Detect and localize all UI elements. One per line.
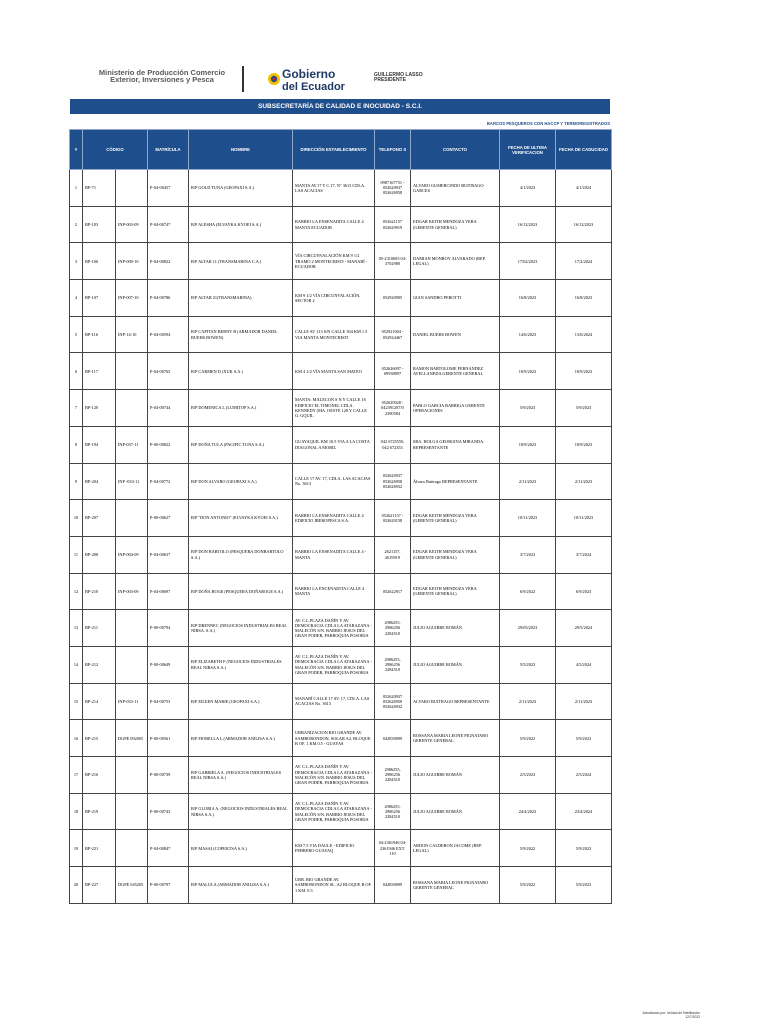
- cell-code: BP-194: [83, 426, 116, 463]
- cell-tel: 052621157 - 052629158: [375, 500, 411, 537]
- table-subtitle: BARCOS PESQUEROS CON HACCP Y TERMOREGISTRADOS: [486, 121, 610, 126]
- cell-addr: AV. C.L.PLAZA DAÑÍN Y AV. DEMOCRACIA CDLA LA ATARAZANA - MALECÓN S/N. BARRIO JESUS DEL GRAN PODER, PARROQUIA POSORJA: [293, 757, 375, 794]
- cell-code2: DGPE 092005: [116, 720, 148, 757]
- cell-code: BP-207: [83, 500, 116, 537]
- cell-mat: P-00-00794: [148, 610, 189, 647]
- cell-last: 4/1/2023: [500, 170, 556, 207]
- cell-name: B/P ALESHA (ELVAYKA KYOEI S.A.): [189, 206, 293, 243]
- cell-code2: INP-037-11: [116, 426, 148, 463]
- cell-mat: P-00-00561: [148, 720, 189, 757]
- cell-name: B/P DOMENICA L (LUMITOP S.A.): [189, 390, 293, 427]
- cell-last: 10/11/2023: [500, 500, 556, 537]
- cell-num: 18: [70, 793, 83, 830]
- cell-tel: 052621157 052629919: [375, 206, 411, 243]
- column-header: NOMBRE: [189, 130, 293, 170]
- column-header: FECHA DE ULTIMA VERIFICACION: [500, 130, 556, 170]
- cell-exp: 5/9/2023: [556, 390, 612, 427]
- cell-code2: INP -033-11: [116, 463, 148, 500]
- cell-mat: P-04-00457: [148, 170, 189, 207]
- cell-tel: 052620937 052626958 052626932: [375, 683, 411, 720]
- cell-code2: [116, 793, 148, 830]
- cell-exp: 13/6/2024: [556, 316, 612, 353]
- cell-name: B/P MASAI (COPEKTSA S.A.): [189, 830, 293, 867]
- cell-contact: JULIO AGUIRRE ROMÁN: [411, 793, 500, 830]
- cell-tel: 042 6725550, 042 672353: [375, 426, 411, 463]
- cell-exp: 23/4/2024: [556, 793, 612, 830]
- cell-tel: 052921004 - 052924467: [375, 316, 411, 353]
- cell-code: BP-208: [83, 536, 116, 573]
- cell-last: 6/9/2022: [500, 573, 556, 610]
- cell-mat: P-00-00627: [148, 500, 189, 537]
- cell-num: 2: [70, 206, 83, 243]
- cell-exp: 18/9/2023: [556, 353, 612, 390]
- cell-name: B/P GLORIA A. (NEGOCIOS INDUSTRIALES REAL NIRSA S.A.): [189, 793, 293, 830]
- gov-logo-line1: Gobierno: [282, 67, 336, 81]
- cell-name: B/P ELIZABETH F (NEGOCIOS INDUSTRIALES REAL NIRSA S.A.): [189, 646, 293, 683]
- cell-tel: 052622917: [375, 573, 411, 610]
- cell-code2: INP-003-09: [116, 573, 148, 610]
- cell-mat: P-04-00747: [148, 206, 189, 243]
- cell-last: 29/05/2023: [500, 610, 556, 647]
- table-row: [70, 683, 612, 720]
- footer-date: 12/7/2023: [685, 1015, 700, 1019]
- cell-num: 11: [70, 536, 83, 573]
- cell-num: 3: [70, 243, 83, 280]
- cell-exp: 2/5/2024: [556, 757, 612, 794]
- cell-num: 5: [70, 316, 83, 353]
- cell-code2: INP-14-10: [116, 316, 148, 353]
- footer-updated-by: Actualizado por: Unidad de Habilitación: [642, 1011, 700, 1015]
- cell-addr: CALLE AV 113 S/N CALLE 304 KM 1.5 VIA MANTA MONTECRISTI: [293, 316, 375, 353]
- cell-code: BP-204: [83, 463, 116, 500]
- cell-last: 5/5/2023: [500, 646, 556, 683]
- table-row: [70, 426, 612, 463]
- cell-tel: 2986255, 2986256 2284510: [375, 793, 411, 830]
- cell-code2: [116, 610, 148, 647]
- cell-num: 6: [70, 353, 83, 390]
- cell-contact: ALVARO BUITRAGO REPRESENTANTE: [411, 683, 500, 720]
- cell-name: B/P DRENNEC (NEGOCIOS INDUSTRIALES REAL NIRSA. S.A.): [189, 610, 293, 647]
- cell-addr: KM 7.5 VIA DAULE - EDIFICIO FEBRERO GUAYAQ: [293, 830, 375, 867]
- cell-exp: 16/8/2023: [556, 280, 612, 317]
- cell-tel: 2986255, 2986256 2284510: [375, 610, 411, 647]
- cell-mat: P-04-00772: [148, 463, 189, 500]
- cell-code: BP-212: [83, 646, 116, 683]
- cell-addr: MANTA AV.17 Y C.17, N° 3613 CDLA. LAS ACACIAS: [293, 170, 375, 207]
- cell-contact: Álvaro Buitrago REPRESENTANTE: [411, 463, 500, 500]
- table-row: [70, 390, 612, 427]
- cell-addr: URBANIZACION RIO GRANDE AV. SAMBORONDON, SOLAR A2, BLOQUE B OF. 1 KM 0.5 - GUAYAS: [293, 720, 375, 757]
- table-header-row: [70, 130, 612, 170]
- cell-addr: AV. C.L.PLAZA DAÑÍN Y AV. DEMOCRACIA CDLA LA ATARAZANA - MALECÓN S/N. BARRIO JESUS DEL GRAN PODER, PARROQUIA POSORJA: [293, 646, 375, 683]
- cell-name: B/P DOÑA ROGE (PESQUERA DOÑAROGE S.A.): [189, 573, 293, 610]
- cell-num: 19: [70, 830, 83, 867]
- cell-code: BP-221: [83, 830, 116, 867]
- cell-code2: [116, 353, 148, 390]
- table-row: [70, 867, 612, 904]
- cell-mat: P-04-00847: [148, 830, 189, 867]
- cell-addr: BARRIO LA ENSENADITA CALLE 4 - MANTA: [293, 536, 375, 573]
- column-header: FECHA DE CADUCIDAD: [556, 130, 612, 170]
- cell-num: 1: [70, 170, 83, 207]
- cell-mat: P-04-00786: [148, 280, 189, 317]
- cell-last: 14/6/2023: [500, 316, 556, 353]
- cell-code: BP-117: [83, 353, 116, 390]
- cell-last: 5/9/2022: [500, 867, 556, 904]
- cell-last: 2/11/2023: [500, 683, 556, 720]
- table-row: [70, 793, 612, 830]
- cell-addr: VÍA CIRCUNVALACIÓN KM 9 1/2 TRAMO 2 MONTECRISTI - MANABÍ - ECUADOR: [293, 243, 375, 280]
- cell-name: B/P ALTAR 21(TRANSMARINA): [189, 280, 293, 317]
- gov-logo-line2: del Ecuador: [282, 81, 345, 93]
- cell-num: 15: [70, 683, 83, 720]
- cell-tel: 052920905: [375, 280, 411, 317]
- cell-exp: 29/5/2024: [556, 610, 612, 647]
- cell-addr: GUAYAQUIL KM 16.5 VIA A LA COSTA DIAGONAL A MOBIL: [293, 426, 375, 463]
- table-row: [70, 536, 612, 573]
- cell-num: 13: [70, 610, 83, 647]
- table-row: [70, 610, 612, 647]
- cell-exp: 16/12/2023: [556, 206, 612, 243]
- cell-num: 12: [70, 573, 83, 610]
- cell-exp: 2/11/2023: [556, 463, 612, 500]
- cell-code: BP-211: [83, 610, 116, 647]
- cell-code2: [116, 757, 148, 794]
- cell-num: 17: [70, 757, 83, 794]
- cell-code: BP-215: [83, 720, 116, 757]
- cell-code: BP-120: [83, 390, 116, 427]
- cell-addr: CALLE 17 AV. 17, CDLA. LAS ACACIAS No. 3613: [293, 463, 375, 500]
- cell-num: 4: [70, 280, 83, 317]
- cell-name: B/P DON ALVARO (GEOPAXI S.A.): [189, 463, 293, 500]
- cell-code2: [116, 646, 148, 683]
- column-header: #: [70, 130, 83, 170]
- cell-addr: KM 9 1/2 VÍA CIRCUNVALACIÓN, SECTOR 2: [293, 280, 375, 317]
- cell-tel: 052620928 - 042391287/0 2390584: [375, 390, 411, 427]
- cell-num: 14: [70, 646, 83, 683]
- cell-code: BP-107: [83, 280, 116, 317]
- cell-contact: JULIO AGUIRRE ROMÁN: [411, 610, 500, 647]
- cell-mat: P-00-00822: [148, 426, 189, 463]
- cell-mat: P-04-00753: [148, 683, 189, 720]
- cell-name: B/P EILEEN MARIE (GEOPAXI S.A.): [189, 683, 293, 720]
- cell-addr: BARRIO LA ENSENADITA CALLE 4 MANTA ECUADOR: [293, 206, 375, 243]
- cell-mat: P-04-00822: [148, 243, 189, 280]
- president-label: GUILLERMO LASSO PRESIDENTE: [374, 72, 423, 83]
- column-header: DIRECCIÓN ESTABLECIMIENTO: [293, 130, 375, 170]
- cell-last: 16/8/2023: [500, 280, 556, 317]
- cell-code2: DGPE 045205: [116, 867, 148, 904]
- cell-contact: PABLO GARCIA BARRIGA GERENTE OPERACIONES: [411, 390, 500, 427]
- cell-mat: P-00-00649: [148, 646, 189, 683]
- cell-code: BP-219: [83, 793, 116, 830]
- cell-contact: RAMON BARTOLOME FERNANDEZ AVELLANEDA GERENTE GENERAL: [411, 353, 500, 390]
- cell-code2: INP-004-09: [116, 536, 148, 573]
- column-header: MATRÍCULA: [148, 130, 189, 170]
- cell-exp: 10/11/2023: [556, 500, 612, 537]
- table-row: [70, 206, 612, 243]
- cell-name: B/P GOLD TUNA (GEOPAXI S.A.): [189, 170, 293, 207]
- header: [77, 64, 480, 94]
- table-row: [70, 243, 612, 280]
- cell-last: 3/7/2023: [500, 536, 556, 573]
- cell-contact: SRA. HOLGA GEORGINA MIRANDA. REPRESENTANTE: [411, 426, 500, 463]
- table-row: [70, 170, 612, 207]
- cell-num: 10: [70, 500, 83, 537]
- cell-code: BP-227: [83, 867, 116, 904]
- cell-code: BP-216: [83, 757, 116, 794]
- cell-addr: KM 4 1/2 VÍA MANTA SAN MATEO: [293, 353, 375, 390]
- cell-num: 7: [70, 390, 83, 427]
- column-header: TELEFONO S: [375, 130, 411, 170]
- cell-last: 17/02/2023: [500, 243, 556, 280]
- cell-code: BP-214: [83, 683, 116, 720]
- cell-last: 5/9/2023: [500, 390, 556, 427]
- cell-last: 18/9/2023: [500, 426, 556, 463]
- vessels-table: [69, 129, 612, 904]
- cell-code2: [116, 170, 148, 207]
- cell-name: B/P ALTAR 11 (TRANSMARINA C.A.): [189, 243, 293, 280]
- cell-last: 5/9/2022: [500, 830, 556, 867]
- cell-contact: DANIEL BUEHS BOWEN: [411, 316, 500, 353]
- cell-exp: 6/9/2023: [556, 573, 612, 610]
- cell-contact: JULIO AGUIRRE ROMÁN: [411, 757, 500, 794]
- cell-name: B/P CARMEN D (XUK S.A.): [189, 353, 293, 390]
- cell-contact: EDGAR KEITH MENDOZA VERA (GERENTE GENERAL): [411, 500, 500, 537]
- cell-last: 18/9/2023: [500, 353, 556, 390]
- cell-tel: 052620937 052626958 052626932: [375, 463, 411, 500]
- table-row: [70, 500, 612, 537]
- cell-exp: 4/5/2024: [556, 646, 612, 683]
- cell-exp: 5/9/2023: [556, 867, 612, 904]
- cell-name: B/P FIORELLA L (ARMADOR ANILISA S.A.): [189, 720, 293, 757]
- cell-tel: 2986255, 2986256 2284510: [375, 646, 411, 683]
- cell-code: BP-116: [83, 316, 116, 353]
- cell-last: 24/4/2023: [500, 793, 556, 830]
- table-row: [70, 353, 612, 390]
- cell-exp: 18/9/2023: [556, 426, 612, 463]
- cell-code: BP-71: [83, 170, 116, 207]
- cell-code2: [116, 500, 148, 537]
- cell-name: B/P DON BARTOLO (PESQUERA DONBARTOLO S.A.): [189, 536, 293, 573]
- cell-code2: INP-007-10: [116, 280, 148, 317]
- cell-name: B/P GABRIELA A. (NEGOCIOS INDUSTRIALES REAL NIRSA S.A.): [189, 757, 293, 794]
- cell-num: 8: [70, 426, 83, 463]
- cell-contact: GIAN SANDRO PEROTTI: [411, 280, 500, 317]
- cell-contact: EDGAR KEITH MENDOZA VERA (GERENTE GENERAL): [411, 573, 500, 610]
- cell-code2: INP-003-09: [116, 206, 148, 243]
- cell-mat: P-04-00697: [148, 573, 189, 610]
- cell-mat: P-00-00743: [148, 793, 189, 830]
- cell-tel: 04-2361946 04-2361946 EXT. 110: [375, 830, 411, 867]
- cell-exp: 4/1/2024: [556, 170, 612, 207]
- table-row: [70, 280, 612, 317]
- cell-tel: 052626097 - 09938897: [375, 353, 411, 390]
- cell-exp: 5/9/2023: [556, 830, 612, 867]
- cell-addr: AV. C.L.PLAZA DAÑÍN Y AV. DEMOCRACIA CDLA LA ATARAZANA - MALECÓN S/N. BARRIO JESUS DEL GRAN PODER, PARROQUIA POSORJA: [293, 610, 375, 647]
- cell-name: B/P DOÑA TULA (PACIFIC TUNA S.A.): [189, 426, 293, 463]
- cell-contact: EDGAR KEITH MENDOZA VERA (GERENTE GENERAL): [411, 536, 500, 573]
- cell-tel: 2621157, 2619919: [375, 536, 411, 573]
- cell-num: 16: [70, 720, 83, 757]
- table-row: [70, 573, 612, 610]
- cell-mat: P-04-00765: [148, 353, 189, 390]
- cell-addr: AV. C.L.PLAZA DAÑÍN Y AV. DEMOCRACIA CDLA LA ATARAZANA - MALECÓN S/N. BARRIO JESUS DEL GRAN PODER, PARROQUIA POSORJA: [293, 793, 375, 830]
- cell-tel: 042838099: [375, 720, 411, 757]
- cell-addr: BARRIO LA ENCENADITA CALLE 4 MANTA: [293, 573, 375, 610]
- cell-exp: 17/2/2024: [556, 243, 612, 280]
- cell-addr: BARRIO LA ENSENADITA CALLE 4 EDIFICIO IBEROPESCA S.A.: [293, 500, 375, 537]
- cell-code: BP-106: [83, 243, 116, 280]
- cell-name: B/P MALULA (ARMADOR ANILISA S.A.): [189, 867, 293, 904]
- cell-last: 16/12/2023: [500, 206, 556, 243]
- column-header: CONTACTO: [411, 130, 500, 170]
- cell-mat: P-04-00594: [148, 316, 189, 353]
- column-header: CÓDIGO: [83, 130, 148, 170]
- header-divider: [242, 66, 244, 92]
- cell-last: 2/5/2023: [500, 757, 556, 794]
- cell-mat: P-04-00637: [148, 536, 189, 573]
- cell-exp: 2/11/2023: [556, 683, 612, 720]
- cell-tel: 2986255, 2986256 2284510: [375, 757, 411, 794]
- cell-code2: INP-009-10: [116, 243, 148, 280]
- cell-last: 2/11/2023: [500, 463, 556, 500]
- table-row: [70, 720, 612, 757]
- ministry-name: Ministerio de Producción Comercio Exterior, Inversiones y Pesca: [98, 68, 226, 84]
- cell-last: 5/9/2022: [500, 720, 556, 757]
- cell-contact: ALVARO GUMERCINDO BUITRAGO GARCES: [411, 170, 500, 207]
- cell-mat: P-00-00797: [148, 867, 189, 904]
- table-row: [70, 646, 612, 683]
- cell-code2: [116, 390, 148, 427]
- table-row: [70, 316, 612, 353]
- cell-code2: [116, 830, 148, 867]
- table-row: [70, 830, 612, 867]
- cell-exp: 3/7/2024: [556, 536, 612, 573]
- cell-exp: 5/9/2023: [556, 720, 612, 757]
- cell-name: B/P "DON ANTONIO" (ELVAYKA KYOEI S.A.): [189, 500, 293, 537]
- cell-code: BP-103: [83, 206, 116, 243]
- cell-contact: JULIO AGUIRRE ROMÁN: [411, 646, 500, 683]
- cell-tel: 05-2310605 04-3702980: [375, 243, 411, 280]
- cell-code2: INP-033-11: [116, 683, 148, 720]
- cell-num: 9: [70, 463, 83, 500]
- cell-addr: URB. RIO GRANDE AV. SAMBORONDON SL. A2 BLOQUE B OF. 1 KM. 0.5: [293, 867, 375, 904]
- cell-num: 20: [70, 867, 83, 904]
- cell-addr: MANTA: MALECON S N Y CALLE 16 EDIFICIO EL TIMONEL CDLA. KENNEDY (MA. OESTE 128 Y CALLE G. GQUIL: [293, 390, 375, 427]
- cell-addr: MANABÍ CALLE 17 AV. 17, CDLA. LAS ACACIAS No. 3613: [293, 683, 375, 720]
- cell-contact: ROSSANA MARIA LEONE PIGNATARO GERENTE GENERAL: [411, 720, 500, 757]
- cell-contact: ARDON CALDERON JACOME (REP. LEGAL): [411, 830, 500, 867]
- cell-tel: 042838099: [375, 867, 411, 904]
- table-row: [70, 463, 612, 500]
- page-title-banner: SUBSECRETARÍA DE CALIDAD E INOCUIDAD - S.C.I.: [70, 99, 610, 114]
- update-footer: [600, 1011, 700, 1019]
- cell-contact: EDGAR KEITH MENDOZA VERA (GERENTE GENERAL): [411, 206, 500, 243]
- cell-contact: ROSSANA MARIA LEONE PIGNATARO GERENTE GENERAL: [411, 867, 500, 904]
- cell-contact: DAMIAN MONROY ALVARADO (REP. LEGAL): [411, 243, 500, 280]
- cell-code: BP-210: [83, 573, 116, 610]
- cell-tel: 0987167751 - 052620937 052626958: [375, 170, 411, 207]
- cell-name: B/P CAPITAN BERNY B (ARMADOR DANIEL BUEHS BOWEN): [189, 316, 293, 353]
- gobierno-ecuador-logo: [267, 65, 367, 93]
- table-row: [70, 757, 612, 794]
- cell-mat: P-00-00739: [148, 757, 189, 794]
- cell-mat: P-04-00744: [148, 390, 189, 427]
